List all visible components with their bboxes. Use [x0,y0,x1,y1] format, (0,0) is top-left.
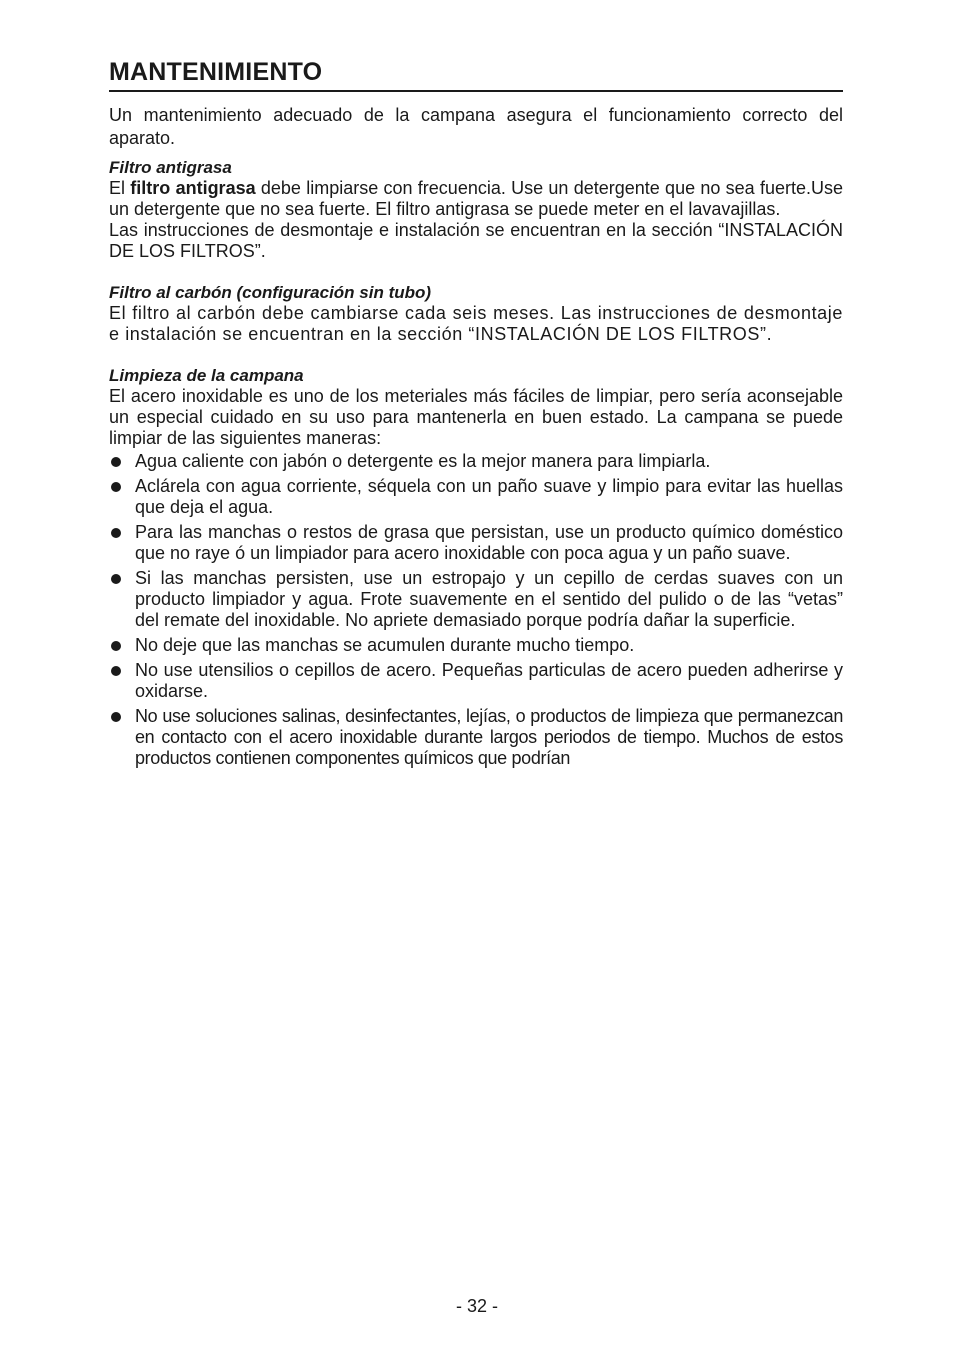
list-item: Agua caliente con jabón o detergente es la mejor manera para limpiarla. [109,451,843,472]
section-grease-filter [109,157,843,262]
section-heading: Filtro al carbón (configuración sin tubo) [109,283,432,302]
list-item: Para las manchas o restos de grasa que persistan, use un producto químico doméstico que no raye ó un limpiador para acero inoxidable con poca agua y un paño suave. [109,522,843,564]
section-heading: Limpieza de la campana [109,366,304,385]
bold-term: filtro antigrasa [130,178,256,198]
intro-paragraph: Un mantenimiento adecuado de la campana asegura el funcionamiento correcto del aparato. [109,105,843,148]
bullet-icon [111,574,121,584]
list-item: No deje que las manchas se acumulen durante mucho tiempo. [109,635,843,656]
list-item: Si las manchas persisten, use un estropajo y un cepillo de cerdas suaves con un producto limpiador y agua. Frote suavemente en el sentido del pulido o de las “vetas” del remate del inoxidable. No apriete demasiado porque podría dañar la superficie. [109,568,843,631]
page-title: MANTENIMIENTO [109,58,843,92]
section-carbon-filter [109,282,843,345]
page-number: - 32 - [455,1296,498,1316]
list-item: No use utensilios o cepillos de acero. Pequeñas particulas de acero pueden adherirse y oxidarse. [109,660,843,702]
list-item: Aclárela con agua corriente, séquela con un paño suave y limpio para evitar las huellas que deja el agua. [109,476,843,518]
bullet-icon [111,641,121,651]
section-paragraph: El acero inoxidable es uno de los meteriales más fáciles de limpiar, pero sería aconsejable un especial cuidado en su uso para mantenerla en buen estado. La campana se puede limpiar de las siguientes maneras: [109,386,843,448]
bullet-icon [111,482,121,492]
section-hood-cleaning [109,365,843,769]
bullet-icon [111,528,121,538]
section-paragraph: Las instrucciones de desmontaje e instalación se encuentran en la sección “INSTALACIÓN DE LOS FILTROS”. [109,220,843,261]
paragraph-rest: debe limpiarse con frecuencia. Use un detergente que no sea fuerte.Use un detergente que no sea fuerte. El filtro antigrasa se puede meter en el lavavajillas. [109,178,844,219]
cleaning-list [109,451,843,769]
document-page [109,58,843,773]
bullet-icon [111,712,121,722]
section-heading: Filtro antigrasa [109,158,232,177]
paragraph-prefix: El [109,178,131,198]
section-paragraph [109,178,843,220]
bullet-icon [111,666,121,676]
bullet-icon [111,457,121,467]
section-paragraph: El filtro al carbón debe cambiarse cada seis meses. Las instrucciones de desmontaje e instalación se encuentran en la sección “INSTALACIÓN DE LOS FILTROS”. [109,303,843,344]
list-item: No use soluciones salinas, desinfectantes, lejías, o productos de limpieza que permanezcan en contacto con el acero inoxidable durante largos periodos de tiempo. Muchos de estos productos contienen componentes químicos que podrían [109,706,843,769]
